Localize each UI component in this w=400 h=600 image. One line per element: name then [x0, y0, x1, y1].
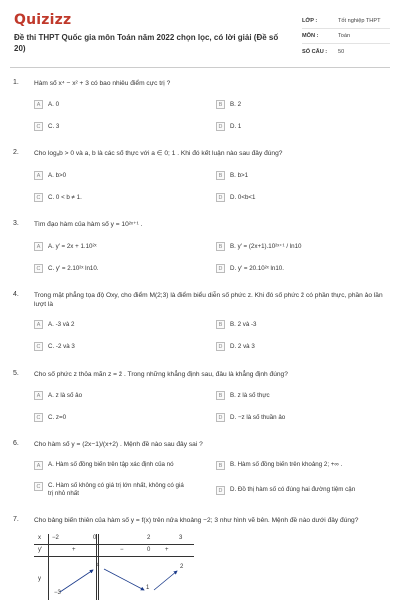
option-letter-box: B [216, 171, 225, 180]
increase-arrow [154, 571, 177, 590]
option-letter-box: A [34, 100, 43, 109]
question-text: Cho hàm số y = (2x−1)/(x+2) . Mệnh đề nào sau đây sai ? [34, 441, 203, 448]
option-letter-box: A [34, 171, 43, 180]
option-text: B. z là số thực [230, 392, 270, 399]
derivative-sign: + [165, 547, 169, 553]
question-number: 2. [13, 149, 19, 156]
option-b[interactable] [216, 171, 248, 180]
option-d[interactable] [216, 122, 241, 131]
option-letter-box: C [34, 264, 43, 273]
exam-meta [302, 14, 390, 59]
option-d[interactable] [216, 342, 255, 351]
x-row-label: x [38, 535, 41, 541]
worksheet-header [0, 0, 400, 70]
option-text: A. b>0 [48, 172, 67, 179]
meta-value: Tốt nghiệp THPT [338, 18, 381, 24]
yprime-row-label: y' [38, 547, 43, 553]
option-text: D. Đồ thị hàm số có đúng hai đường tiệm cận [230, 486, 356, 493]
variation-arrows [34, 534, 194, 600]
exam-title: Đề thi THPT Quốc gia môn Toán năm 2022 chọn lọc, có lời giải (Đề số 20) [14, 33, 279, 53]
y-value: −3 [54, 590, 61, 596]
option-letter-box: A [34, 242, 43, 251]
x-value: 0 [93, 535, 97, 541]
x-value: 2 [147, 535, 151, 541]
option-text: A. 0 [48, 101, 60, 108]
option-text: C. -2 và 3 [48, 343, 75, 350]
question-number: 4. [13, 291, 19, 298]
question-text: Hàm số x⁴ − x² + 3 có bao nhiêu điểm cực trị ? [34, 80, 171, 87]
meta-row-subject [302, 29, 390, 44]
option-text: B. y′ = (2x+1).10²ˣ⁺¹ / ln10 [230, 243, 302, 250]
question-number: 5. [13, 370, 19, 377]
option-letter-box: A [34, 461, 43, 470]
option-letter-box: C [34, 193, 43, 202]
option-d[interactable] [216, 486, 370, 495]
question-number: 1. [13, 79, 19, 86]
option-letter-box: B [216, 242, 225, 251]
option-text: D. 2 và 3 [230, 343, 255, 350]
increase-arrow [60, 570, 93, 592]
option-a[interactable] [34, 391, 82, 400]
option-b[interactable] [216, 461, 370, 470]
option-a[interactable] [34, 171, 66, 180]
option-text: D. 0<b<1 [230, 194, 256, 201]
option-text: D. y′ = 20.10²ˣ ln10. [230, 265, 284, 272]
question-text: Trong mặt phẳng tọa độ Oxy, cho điểm M(2;3) là điểm biểu diễn số phức z. Khi đó số phức z̄ có phần thực, phần ảo lần lượt là [34, 292, 383, 308]
meta-row-class [302, 14, 390, 29]
option-text: A. -3 và 2 [48, 321, 75, 328]
meta-value: Toán [338, 33, 351, 39]
option-b[interactable] [216, 391, 270, 400]
option-letter-box: D [216, 264, 225, 273]
option-letter-box: B [216, 100, 225, 109]
option-c[interactable] [34, 482, 188, 498]
option-letter-box: A [34, 391, 43, 400]
option-d[interactable] [216, 264, 284, 273]
option-text: B. 2 và -3 [230, 321, 257, 328]
option-letter-box: C [34, 342, 43, 351]
option-letter-box: D [216, 342, 225, 351]
meta-row-count [302, 44, 390, 59]
option-letter-box: B [216, 320, 225, 329]
option-text: C. 3 [48, 123, 60, 130]
option-letter-box: D [216, 486, 225, 495]
option-text: C. z=0 [48, 414, 67, 421]
question-number: 7. [13, 516, 19, 523]
y-value: 1 [146, 585, 150, 591]
derivative-sign: 0 [147, 547, 151, 553]
quizizz-logo: Quizizz [14, 12, 72, 28]
option-letter-box: D [216, 413, 225, 422]
option-letter-box: C [34, 482, 43, 491]
option-c[interactable] [34, 264, 98, 273]
derivative-sign: + [72, 547, 76, 553]
option-b[interactable] [216, 100, 241, 109]
option-text: C. 0 < b ≠ 1. [48, 194, 82, 201]
variation-table [34, 534, 194, 600]
option-letter-box: A [34, 320, 43, 329]
header-divider [10, 67, 390, 68]
option-text: B. 2 [230, 101, 242, 108]
option-text: C. y′ = 2.10²ˣ ln10. [48, 265, 99, 272]
option-text: A. Hàm số đồng biến trên tập xác định của nó [48, 461, 174, 468]
option-text: D. 1 [230, 123, 242, 130]
x-value: 3 [179, 535, 183, 541]
option-c[interactable] [34, 413, 66, 422]
option-text: A. z là số ảo [48, 392, 83, 399]
derivative-sign: − [120, 547, 124, 553]
option-text: A. y′ = 2x + 1.10²ˣ [48, 243, 97, 250]
option-a[interactable] [34, 320, 74, 329]
option-a[interactable] [34, 242, 97, 251]
question-number: 3. [13, 220, 19, 227]
question-text: Cho số phức z thỏa mãn z = z̄ . Trong những khẳng định sau, đâu là khẳng định đúng? [34, 371, 288, 378]
y-value: 2 [180, 564, 184, 570]
y-value: 4 [96, 563, 100, 569]
meta-label: MÔN : [302, 33, 319, 39]
option-a[interactable] [34, 100, 59, 109]
option-c[interactable] [34, 342, 75, 351]
x-value: −2 [52, 535, 59, 541]
option-b[interactable] [216, 320, 256, 329]
option-letter-box: B [216, 391, 225, 400]
option-d[interactable] [216, 413, 285, 422]
option-text: C. Hàm số không có giá trị lớn nhất, không có giá trị nhỏ nhất [48, 482, 184, 497]
option-letter-box: C [34, 413, 43, 422]
option-letter-box: D [216, 122, 225, 131]
y-row-label: y [38, 576, 41, 582]
option-letter-box: B [216, 461, 225, 470]
meta-label: LỚP : [302, 18, 318, 24]
option-text: B. Hàm số đồng biến trên khoảng 2; +∞ . [230, 461, 343, 468]
meta-label: SỐ CÂU : [302, 48, 328, 55]
option-a[interactable] [34, 461, 188, 470]
question-text: Tìm đạo hàm của hàm số y = 10²ˣ⁺¹ . [34, 221, 143, 228]
option-d[interactable] [216, 193, 255, 202]
option-text: D. −z là số thuần ảo [230, 414, 286, 421]
decrease-arrow [104, 569, 144, 590]
option-letter-box: C [34, 122, 43, 131]
option-b[interactable] [216, 242, 301, 251]
option-letter-box: D [216, 193, 225, 202]
option-c[interactable] [34, 122, 59, 131]
meta-value: 50 [338, 48, 345, 55]
question-text: Cho bảng biến thiên của hàm số y = f(x) trên nửa khoảng −2; 3 như hình vẽ bên. Mệnh đề nào dưới đây đúng? [34, 517, 359, 524]
option-c[interactable] [34, 193, 82, 202]
option-text: B. b>1 [230, 172, 249, 179]
question-text: Cho logₐb > 0 và a, b là các số thực với a ∈ 0; 1 . Khi đó kết luận nào sau đây đúng? [34, 150, 283, 157]
question-number: 6. [13, 440, 19, 447]
